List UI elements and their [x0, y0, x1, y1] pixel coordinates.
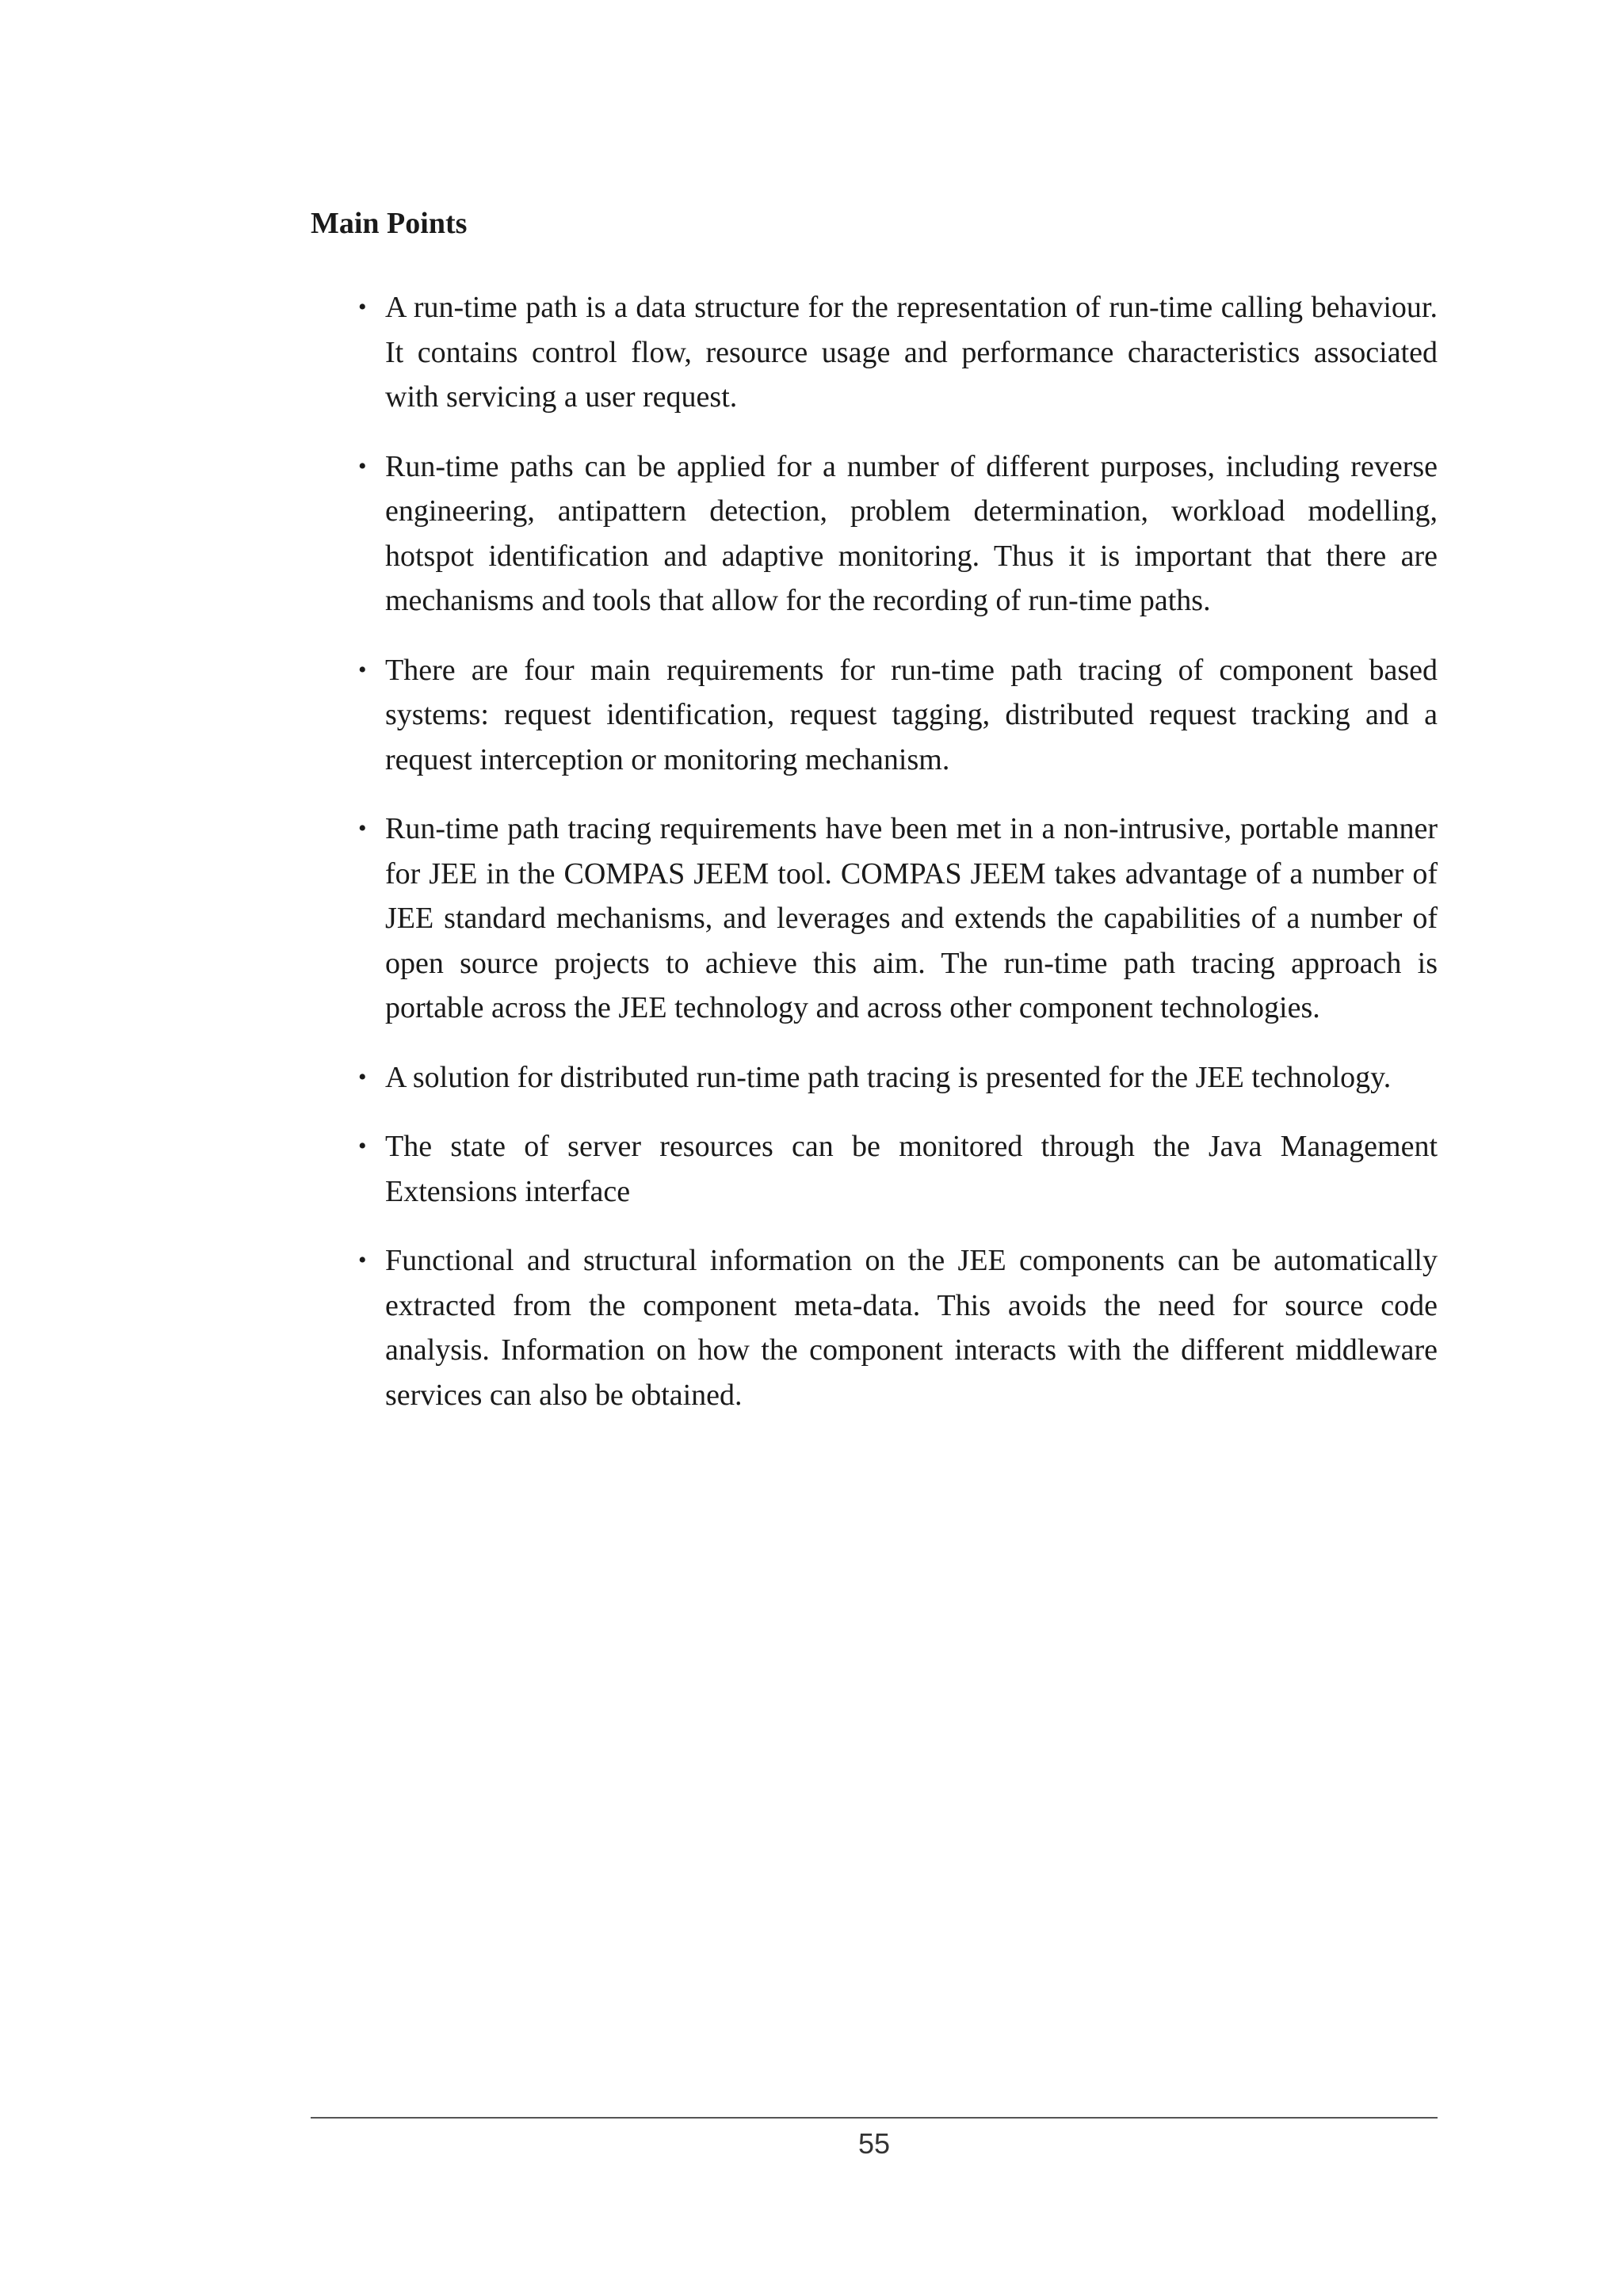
bullet-icon: •: [358, 656, 367, 683]
list-item: [311, 807, 1438, 1031]
bullet-icon: •: [358, 815, 367, 841]
bullet-icon: •: [358, 452, 367, 479]
list-item: [311, 648, 1438, 783]
point-text: Run-time path tracing requirements have been met in a non-intrusive, portable manner for JEE in the COMPAS JEEM tool. COMPAS JEEM takes advantage of a number of JEE standard mechanisms, and leverages and extends the capabilities of a number of open source projects to achieve this aim. The run-time path tracing approach is portable across the JEE technology and across other component technologies.: [385, 812, 1438, 1024]
point-text: A run-time path is a data structure for the representation of run-time calling behaviour. It contains control flow, resource usage and performance characteristics associated with servicing a user request.: [385, 291, 1438, 414]
list-item: [311, 1124, 1438, 1214]
point-text: There are four main requirements for run-time path tracing of component based systems: request identification, request tagging, distributed request tracking and a request interception or monitoring mechanism.: [385, 653, 1438, 776]
point-text: Run-time paths can be applied for a number of different purposes, including reverse engineering, antipattern detection, problem determination, workload modelling, hotspot identification and adaptive monitoring. Thus it is important that there are mechanisms and tools that allow for the recording of run-time paths.: [385, 449, 1438, 617]
list-item: [311, 285, 1438, 420]
bullet-icon: •: [358, 1133, 367, 1159]
point-text: Functional and structural information on the JEE components can be automatically extracted from the component meta-data. This avoids the need for source code analysis. Information on how the component interacts with the different middleware services can also be obtained.: [385, 1244, 1438, 1412]
main-points-list: [311, 285, 1438, 1442]
section-heading: Main Points: [311, 207, 468, 240]
list-item: [311, 444, 1438, 624]
bullet-icon: •: [358, 294, 367, 320]
point-text: A solution for distributed run-time path tracing is presented for the JEE technology.: [385, 1060, 1392, 1094]
footer-divider: [311, 2117, 1438, 2119]
bullet-icon: •: [358, 1247, 367, 1273]
list-item: [311, 1238, 1438, 1417]
bullet-icon: •: [358, 1063, 367, 1090]
page-number: 55: [857, 2127, 891, 2160]
list-item: [311, 1055, 1438, 1100]
point-text: The state of server resources can be monitored through the Java Management Extensions interface: [385, 1130, 1438, 1208]
